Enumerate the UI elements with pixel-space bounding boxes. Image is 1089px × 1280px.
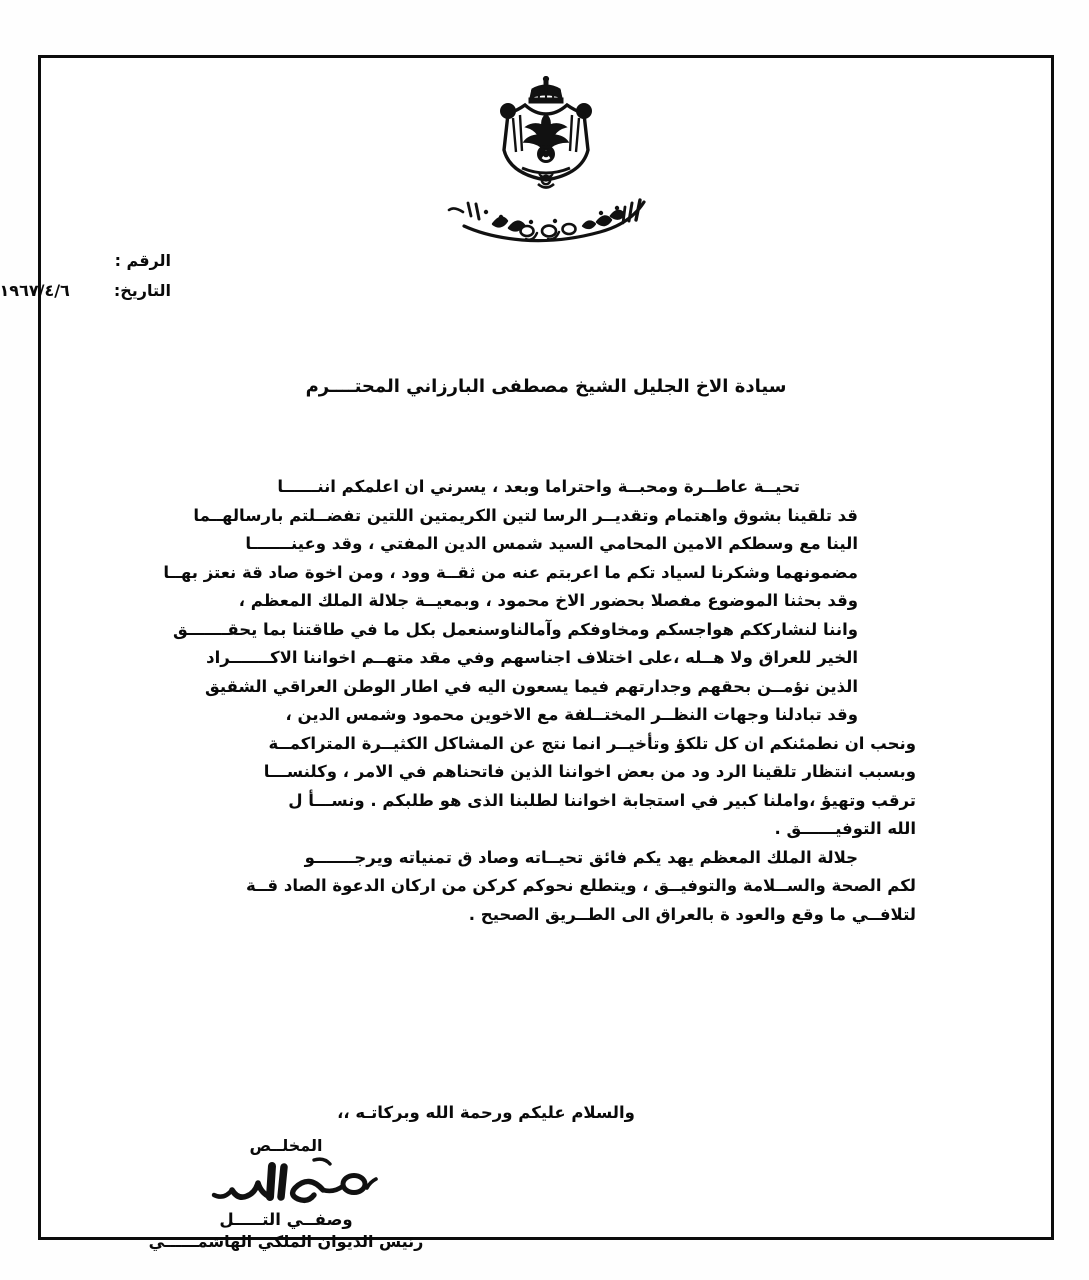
body-line: مضمونهما وشكرنا لسياد تكم ما اعربتم عنه من ثقــة وود ، ومن اخوة صاد قة نعتز بهــا — [163, 562, 858, 582]
body-line: الينا مع وسطكم الامين المحامي السيد شمس الدين المفتي ، وقد وعينـــــــا — [245, 534, 858, 553]
paragraph-2 — [171, 701, 916, 844]
body-line: لتلافــي ما وقع والعود ة بالعراق الى الطــريق الصحيح . — [468, 904, 916, 924]
closing-salam: والسلام عليكم ورحمة الله وبركاتـه ،، — [337, 1103, 635, 1122]
body-line: وقد بحثنا الموضوع مفصلا بحضور الاخ محمود ، وبمعيــة جلالة الملك المعظم ، — [238, 591, 858, 610]
royal-court-calligraphy — [431, 190, 661, 244]
letterhead — [41, 76, 1051, 244]
body-line: قد تلقينا بشوق واهتمام وتقديــر الرسا لتين الكريمتين اللتين تفضــلتم بارسالهــما — [193, 505, 858, 525]
body-line: جلالة الملك المعظم يهد يكم فائق تحيــاته وصاد ق تمنياته ويرجـــــــو — [304, 847, 858, 867]
signature-block — [121, 1136, 451, 1251]
body-line: الذين نؤمــن بحقهم وجدارتهم فيما يسعون اليه في اطار الوطن العراقي الشقيق — [205, 676, 858, 696]
body-line: وقد تبادلنا وجهات النظــر المختــلفة مع الاخوين محمود وشمس الدين ، — [285, 705, 858, 724]
sincerely-label: المخلــص — [249, 1136, 323, 1155]
letter-date-value: ١٩٦٧/٤/٦ — [0, 281, 70, 300]
signer-name: وصفــي التـــــل — [219, 1210, 353, 1229]
signer-title: رئيس الديوان الملكي الهاشمــــــي — [148, 1232, 424, 1251]
body-line: واننا لنشارككم هواجسكم ومخاوفكم وآمالناوسنعمل بكل ما في طاقتنا بما يحقـــــــق — [172, 619, 858, 639]
letter-number-row — [41, 251, 1051, 270]
letter-date-row — [0, 281, 1051, 300]
salutation: سيادة الاخ الجليل الشيخ مصطفى البارزاني المحتــــرم — [305, 376, 787, 397]
body-line: تحيــة عاطــرة ومحبــة واحتراما وبعد ، يسرني ان اعلمكم اننــــــا — [277, 477, 800, 496]
hashemite-royal-crown-crest-icon — [482, 76, 610, 194]
body-line: ونحب ان نطمئنكم ان كل تلكؤ وتأخيــر انما نتج عن المشاكل الكثيــرة المتراكمــة — [268, 733, 916, 753]
letter-body — [163, 473, 916, 929]
body-line: لكم الصحة والســلامة والتوفيــق ، ويتطلع نحوكم كركن من اركان الدعوة الصاد قــة — [246, 876, 916, 895]
letter-date-label: التاريخ: — [113, 281, 171, 300]
body-line: الخير للعراق ولا هــله ،على اختلاف اجناسهم وفي مقد متهــم اخواننا الاكـــــــراد — [206, 648, 858, 667]
paragraph-3 — [171, 844, 916, 930]
paragraph-1 — [163, 473, 916, 701]
body-line: وبسبب انتظار تلقينا الرد ود من بعض اخواننا الذين فاتحناهم في الامر ، وكلنســـا — [263, 762, 916, 781]
handwritten-signature — [186, 1157, 386, 1209]
letter-number-label: الرقم : — [114, 251, 171, 270]
body-line: ترقب وتهيؤ ،واملنا كبير في استجابة اخواننا لطلبنا الذى هو طلبكم . ونســـأ ل — [288, 790, 916, 810]
letter-meta — [0, 251, 1051, 311]
page-border-frame — [0, 55, 1054, 1251]
body-line: الله التوفيــــــق . — [774, 819, 916, 838]
